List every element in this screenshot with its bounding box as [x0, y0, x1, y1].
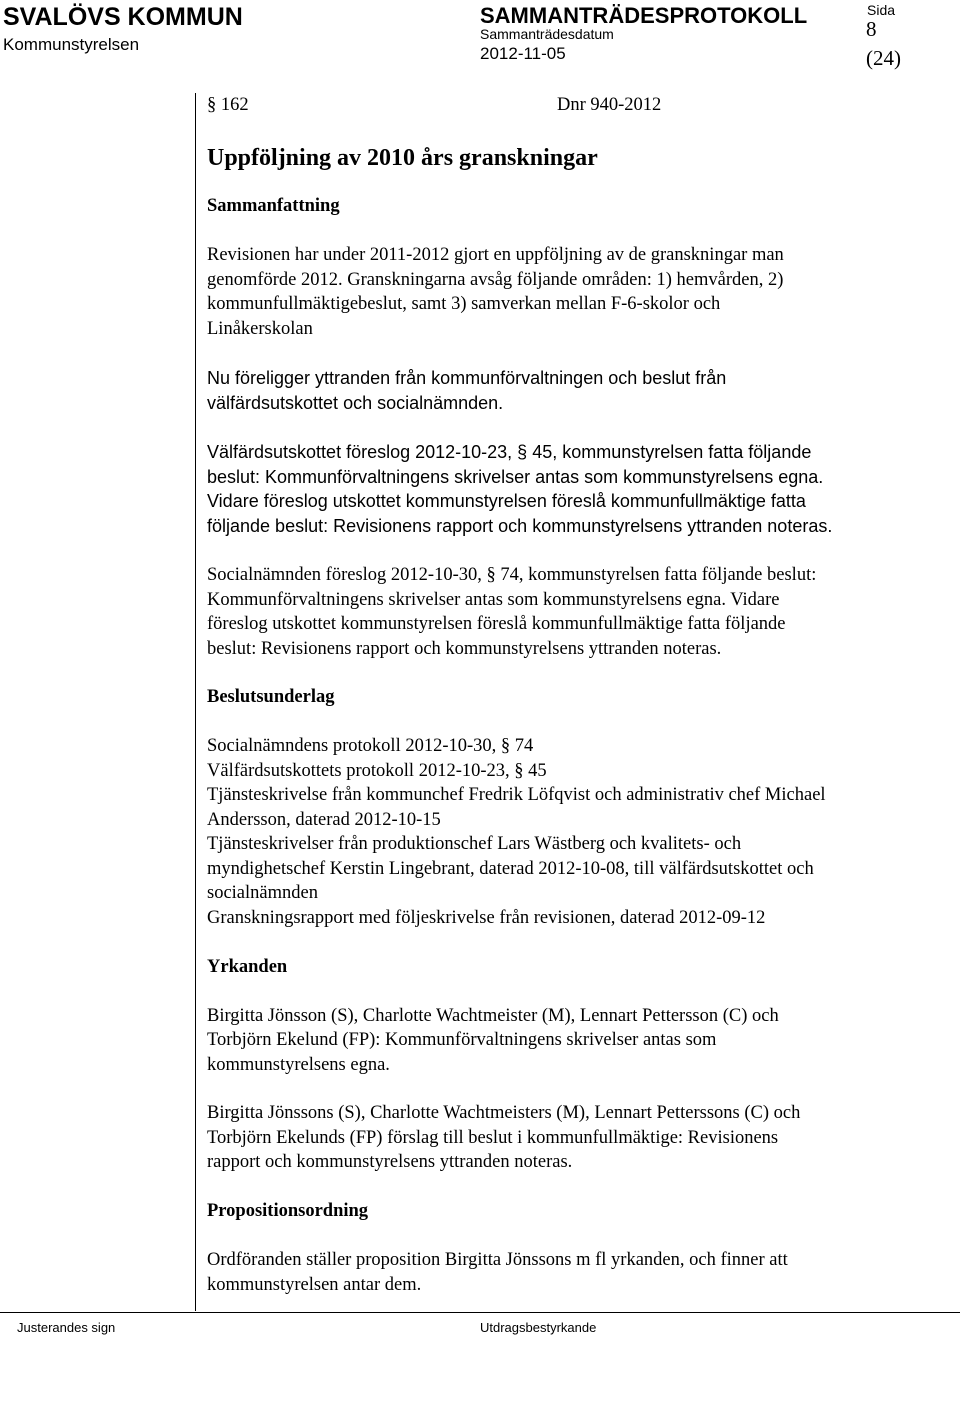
- motion-line: Birgitta Jönsson (S), Charlotte Wachtmeister (M), Lennart Pettersson (C) och: [207, 1006, 779, 1026]
- summary-p3-line: Vidare föreslog utskottet kommunstyrelsen föreslå kommunfullmäktige fatta: [207, 491, 806, 511]
- basis-line: Tjänsteskrivelser från produktionschef Lars Wästberg och kvalitets- och: [207, 834, 742, 854]
- page-total: (24): [866, 46, 901, 70]
- heading-yrkanden: Yrkanden: [207, 957, 288, 977]
- page-label: Sida: [867, 2, 896, 18]
- summary-p4-line: Kommunförvaltningens skrivelser antas som kommunstyrelsens egna. Vidare: [207, 590, 780, 610]
- heading-beslutsunderlag: Beslutsunderlag: [207, 687, 335, 707]
- summary-line: Linåkerskolan: [207, 319, 313, 339]
- proposition-line: Ordföranden ställer proposition Birgitta Jönssons m fl yrkanden, och finner att: [207, 1250, 788, 1270]
- dnr: Dnr 940-2012: [557, 95, 662, 115]
- section-number: § 162: [207, 95, 249, 115]
- basis-line: Socialnämndens protokoll 2012-10-30, § 74: [207, 736, 534, 756]
- meeting-date: 2012-11-05: [480, 44, 566, 63]
- motion-line: rapport och kommunstyrelsens yttranden noteras.: [207, 1152, 573, 1172]
- document-type: SAMMANTRÄDESPROTOKOLL: [480, 3, 808, 28]
- summary-line: kommunfullmäktigebeslut, samt 3) samverkan mellan F-6-skolor och: [207, 294, 721, 314]
- summary-p3-line: följande beslut: Revisionens rapport och kommunstyrelsens yttranden noteras.: [207, 516, 833, 536]
- motion-line: Torbjörn Ekelunds (FP) förslag till beslut i kommunfullmäktige: Revisionens: [207, 1128, 779, 1148]
- heading-propositionsordning: Propositionsordning: [207, 1201, 369, 1221]
- proposition-line: kommunstyrelsen antar dem.: [207, 1275, 422, 1295]
- motion-line: Birgitta Jönssons (S), Charlotte Wachtmeisters (M), Lennart Petterssons (C) och: [207, 1103, 801, 1123]
- basis-line: Välfärdsutskottets protokoll 2012-10-23, § 45: [207, 761, 547, 781]
- basis-line: socialnämnden: [207, 883, 318, 903]
- margin-rule: [195, 93, 196, 1311]
- summary-line: genomförde 2012. Granskningarna avsåg följande områden: 1) hemvården, 2): [207, 270, 784, 290]
- unit-name: Kommunstyrelsen: [3, 35, 140, 54]
- basis-line: myndighetschef Kerstin Lingebrant, daterad 2012-10-08, till välfärdsutskottet och: [207, 859, 814, 879]
- item-title: Uppföljning av 2010 års granskningar: [207, 145, 598, 171]
- basis-line: Andersson, daterad 2012-10-15: [207, 810, 441, 830]
- basis-line: Tjänsteskrivelse från kommunchef Fredrik Löfqvist och administrativ chef Michael: [207, 785, 826, 805]
- organization-name: SVALÖVS KOMMUN: [3, 3, 243, 31]
- footer-justerandes-sign: Justerandes sign: [17, 1320, 116, 1335]
- summary-p2-line: Nu föreligger yttranden från kommunförvaltningen och beslut från: [207, 368, 727, 388]
- summary-p4-line: beslut: Revisionens rapport och kommunstyrelsens yttranden noteras.: [207, 639, 722, 659]
- summary-p4-line: föreslog utskottet kommunstyrelsen föreslå kommunfullmäktige fatta följande: [207, 614, 786, 634]
- motion-line: Torbjörn Ekelund (FP): Kommunförvaltningens skrivelser antas som: [207, 1030, 717, 1050]
- motion-line: kommunstyrelsens egna.: [207, 1055, 390, 1075]
- meeting-date-label: Sammanträdesdatum: [480, 26, 614, 42]
- summary-p4-line: Socialnämnden föreslog 2012-10-30, § 74, kommunstyrelsen fatta följande beslut:: [207, 565, 817, 585]
- summary-line: Revisionen har under 2011-2012 gjort en uppföljning av de granskningar man: [207, 245, 784, 265]
- heading-sammanfattning: Sammanfattning: [207, 196, 340, 216]
- page-number: 8: [866, 17, 877, 41]
- summary-p2-line: välfärdsutskottet och socialnämnden.: [207, 393, 504, 413]
- summary-p3-line: beslut: Kommunförvaltningens skrivelser antas som kommunstyrelsens egna.: [207, 467, 824, 487]
- summary-p3-line: Välfärdsutskottet föreslog 2012-10-23, § 45, kommunstyrelsen fatta följande: [207, 442, 812, 462]
- basis-line: Granskningsrapport med följeskrivelse från revisionen, daterad 2012-09-12: [207, 908, 766, 928]
- footer-rule: [0, 1312, 960, 1313]
- footer-utdragsbestyrkande: Utdragsbestyrkande: [480, 1320, 597, 1335]
